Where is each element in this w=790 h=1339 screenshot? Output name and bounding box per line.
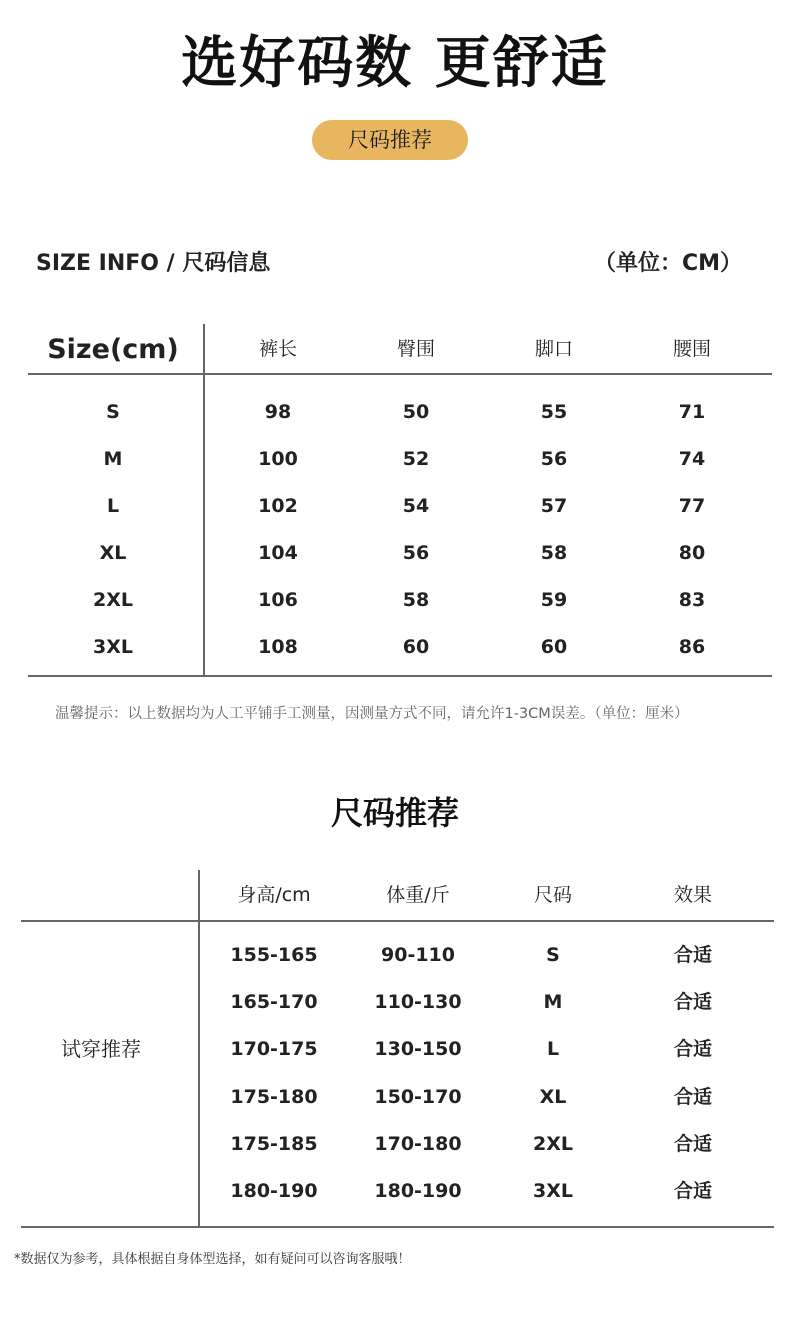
- table-column-divider: [203, 324, 205, 676]
- cell-hem: 55: [540, 401, 568, 423]
- column-header-hem: 脚口: [534, 338, 573, 360]
- column-header-length: 裤长: [258, 338, 297, 360]
- cell-length: 98: [264, 401, 292, 423]
- cell-length: 106: [258, 589, 298, 611]
- footnote: *数据仅为参考，具体根据自身体型选择，如有疑问可以咨询客服哦！: [14, 1252, 411, 1267]
- cell-size: L: [106, 495, 120, 517]
- cell-height: 170-175: [230, 1038, 318, 1061]
- cell-hip: 56: [402, 542, 430, 564]
- table-header-divider: [28, 373, 772, 375]
- cell-length: 100: [258, 448, 298, 470]
- cell-size: 3XL: [533, 1180, 573, 1202]
- cell-size: S: [106, 401, 120, 423]
- recommend-row-label: 试穿推荐: [61, 1037, 141, 1061]
- column-header-weight: 体重/斤: [386, 884, 450, 906]
- cell-waist: 86: [678, 636, 706, 658]
- cell-size: M: [103, 448, 123, 470]
- cell-waist: 80: [678, 542, 706, 564]
- column-header-hip: 臀围: [396, 338, 435, 360]
- cell-weight: 90-110: [381, 944, 455, 966]
- cell-weight: 150-170: [374, 1085, 462, 1108]
- cell-length: 104: [258, 542, 298, 564]
- cell-fit: 合适: [673, 1180, 712, 1202]
- cell-size: 2XL: [533, 1132, 573, 1155]
- cell-fit: 合适: [673, 1132, 712, 1155]
- cell-weight: 110-130: [374, 991, 462, 1014]
- cell-hem: 58: [540, 542, 568, 564]
- cell-fit: 合适: [673, 1038, 712, 1061]
- size-info-table: [28, 322, 772, 677]
- cell-size: 2XL: [93, 589, 133, 611]
- cell-waist: 74: [678, 448, 706, 470]
- cell-weight: 180-190: [374, 1180, 462, 1202]
- recommend-table: [21, 870, 774, 1228]
- cell-height: 180-190: [230, 1180, 318, 1202]
- column-header-fit: 效果: [673, 884, 712, 906]
- cell-size: M: [543, 991, 563, 1014]
- cell-length: 108: [258, 636, 298, 658]
- cell-hip: 60: [402, 636, 430, 658]
- cell-hem: 60: [540, 636, 568, 658]
- cell-size: S: [546, 944, 560, 966]
- cell-size: 3XL: [93, 636, 133, 658]
- column-header-size: 尺码: [533, 884, 572, 906]
- cell-size: XL: [539, 1085, 567, 1108]
- cell-size: L: [546, 1038, 560, 1061]
- cell-hip: 54: [402, 495, 430, 517]
- cell-waist: 83: [678, 589, 706, 611]
- cell-height: 155-165: [230, 944, 318, 966]
- cell-weight: 170-180: [374, 1132, 462, 1155]
- cell-weight: 130-150: [374, 1038, 462, 1061]
- measurement-tip: 温馨提示：以上数据均为人工平铺手工测量，因测量方式不同，请允许1-3CM误差。（单位：厘米）: [55, 706, 689, 722]
- table-column-divider: [198, 870, 200, 1227]
- cell-hem: 57: [540, 495, 568, 517]
- cell-waist: 71: [678, 401, 706, 423]
- cell-hem: 56: [540, 448, 568, 470]
- column-header-waist: 腰围: [672, 338, 711, 360]
- cell-size: XL: [99, 542, 127, 564]
- table-bottom-border: [28, 675, 772, 677]
- cell-height: 165-170: [230, 991, 318, 1014]
- cell-height: 175-180: [230, 1085, 318, 1108]
- size-info-title: SIZE INFO / 尺码信息: [36, 251, 271, 276]
- cell-fit: 合适: [673, 991, 712, 1014]
- cell-hip: 58: [402, 589, 430, 611]
- cell-length: 102: [258, 495, 298, 517]
- cell-height: 175-185: [230, 1132, 318, 1155]
- cell-fit: 合适: [673, 944, 712, 966]
- cell-hip: 50: [402, 401, 430, 423]
- size-info-unit: （单位：CM）: [593, 251, 742, 276]
- cell-hem: 59: [540, 589, 568, 611]
- table-header-divider: [21, 920, 774, 922]
- recommend-title: 尺码推荐: [330, 794, 459, 832]
- table-bottom-border: [21, 1226, 774, 1228]
- size-recommend-pill: 尺码推荐: [312, 120, 468, 160]
- column-header-size: Size(cm): [47, 334, 179, 365]
- page-headline: 选好码数 更舒适: [181, 31, 609, 96]
- cell-waist: 77: [678, 495, 706, 517]
- column-header-height: 身高/cm: [237, 884, 311, 906]
- cell-fit: 合适: [673, 1085, 712, 1108]
- cell-hip: 52: [402, 448, 430, 470]
